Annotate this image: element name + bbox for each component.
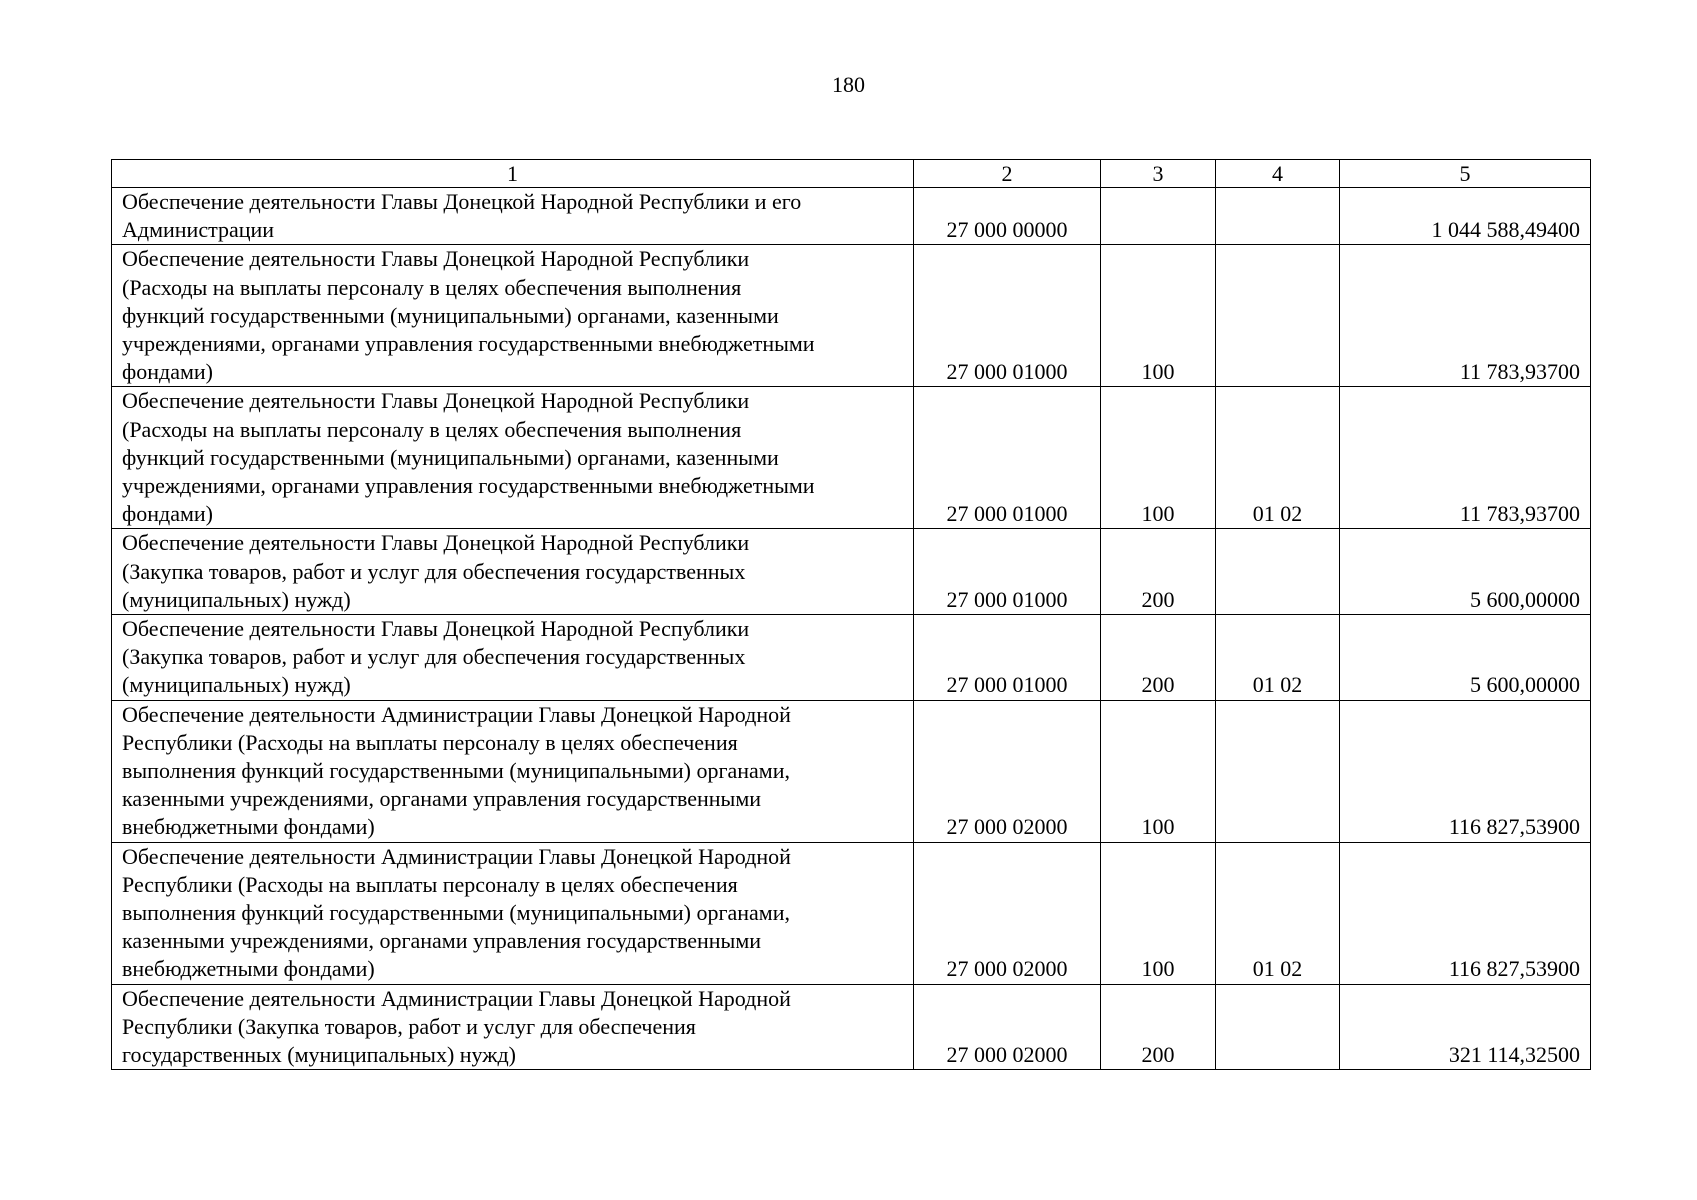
description-line: (муниципальных) нужд) [122,586,351,612]
description-line: казенными учреждениями, органами управления государственными [122,786,762,812]
description-line: функций государственными (муниципальными) органами, казенными [122,302,779,328]
row-expense-type: 200 [1101,529,1216,615]
table-row [112,245,1591,387]
row-target-code: 27 000 02000 [914,842,1101,984]
row-section-code: 01 02 [1216,387,1340,529]
description-line: Обеспечение деятельности Главы Донецкой Народной Республики и его [122,189,802,214]
row-section-code [1216,529,1340,615]
description-line: фондами) [122,359,214,385]
description-line: (Закупка товаров, работ и услуг для обеспечения государственных [122,644,746,670]
table-header [112,160,1591,188]
row-description [112,188,914,245]
row-section-code: 01 02 [1216,615,1340,701]
description-line: Администрации [122,217,275,243]
description-line: Обеспечение деятельности Администрации Главы Донецкой Народной [122,843,791,869]
row-target-code: 27 000 00000 [914,188,1101,245]
row-amount: 5 600,00000 [1340,529,1591,615]
table-row [112,700,1591,842]
description-line: (Расходы на выплаты персоналу в целях обеспечения выполнения [122,416,742,442]
description-line: Обеспечение деятельности Главы Донецкой Народной Республики [122,246,750,272]
row-section-code [1216,188,1340,245]
row-expense-type: 200 [1101,984,1216,1070]
table-body [112,188,1591,1070]
description-line: фондами) [122,501,214,527]
description-line: Обеспечение деятельности Главы Донецкой Народной Республики [122,616,750,642]
row-description [112,387,914,529]
row-amount: 116 827,53900 [1340,700,1591,842]
row-description [112,245,914,387]
description-line: Обеспечение деятельности Главы Донецкой Народной Республики [122,530,750,556]
description-line: выполнения функций государственными (муниципальными) органами, [122,900,791,926]
page-number: 180 [832,72,865,97]
row-expense-type: 100 [1101,245,1216,387]
description-line: Республики (Расходы на выплаты персоналу в целях обеспечения [122,871,738,897]
row-expense-type: 200 [1101,615,1216,701]
row-description [112,842,914,984]
description-line: (Закупка товаров, работ и услуг для обеспечения государственных [122,558,746,584]
row-target-code: 27 000 01000 [914,615,1101,701]
row-expense-type: 100 [1101,842,1216,984]
row-section-code [1216,245,1340,387]
description-line: выполнения функций государственными (муниципальными) органами, [122,758,791,784]
column-header-4: 4 [1216,160,1340,188]
row-target-code: 27 000 01000 [914,529,1101,615]
row-description [112,984,914,1070]
row-description [112,700,914,842]
table-row [112,188,1591,245]
header-row [112,160,1591,188]
table-row [112,615,1591,701]
table-row [112,529,1591,615]
row-target-code: 27 000 01000 [914,245,1101,387]
row-target-code: 27 000 01000 [914,387,1101,529]
table-row [112,842,1591,984]
row-target-code: 27 000 02000 [914,700,1101,842]
budget-table [111,159,1591,1070]
description-line: государственных (муниципальных) нужд) [122,1042,516,1068]
table-row [112,984,1591,1070]
row-amount: 5 600,00000 [1340,615,1591,701]
description-line: учреждениями, органами управления государственными внебюджетными [122,473,815,499]
row-target-code: 27 000 02000 [914,984,1101,1070]
row-amount: 11 783,93700 [1340,387,1591,529]
description-line: Обеспечение деятельности Администрации Главы Донецкой Народной [122,701,791,727]
column-header-1: 1 [112,160,914,188]
row-amount: 116 827,53900 [1340,842,1591,984]
row-amount: 1 044 588,49400 [1340,188,1591,245]
description-line: (Расходы на выплаты персоналу в целях обеспечения выполнения [122,274,742,300]
row-expense-type: 100 [1101,700,1216,842]
table-row [112,387,1591,529]
column-header-5: 5 [1340,160,1591,188]
row-description [112,615,914,701]
description-line: учреждениями, органами управления государственными внебюджетными [122,331,815,357]
row-description [112,529,914,615]
column-header-2: 2 [914,160,1101,188]
row-expense-type [1101,188,1216,245]
description-line: казенными учреждениями, органами управления государственными [122,928,762,954]
description-line: Обеспечение деятельности Главы Донецкой Народной Республики [122,388,750,414]
description-line: внебюджетными фондами) [122,814,375,840]
column-header-3: 3 [1101,160,1216,188]
description-line: (муниципальных) нужд) [122,672,351,698]
row-section-code [1216,984,1340,1070]
description-line: Республики (Расходы на выплаты персоналу в целях обеспечения [122,729,738,755]
description-line: Республики (Закупка товаров, работ и услуг для обеспечения [122,1013,696,1039]
row-section-code [1216,700,1340,842]
row-expense-type: 100 [1101,387,1216,529]
description-line: внебюджетными фондами) [122,956,375,982]
row-amount: 11 783,93700 [1340,245,1591,387]
description-line: Обеспечение деятельности Администрации Главы Донецкой Народной [122,985,791,1011]
row-amount: 321 114,32500 [1340,984,1591,1070]
row-section-code: 01 02 [1216,842,1340,984]
description-line: функций государственными (муниципальными) органами, казенными [122,444,779,470]
